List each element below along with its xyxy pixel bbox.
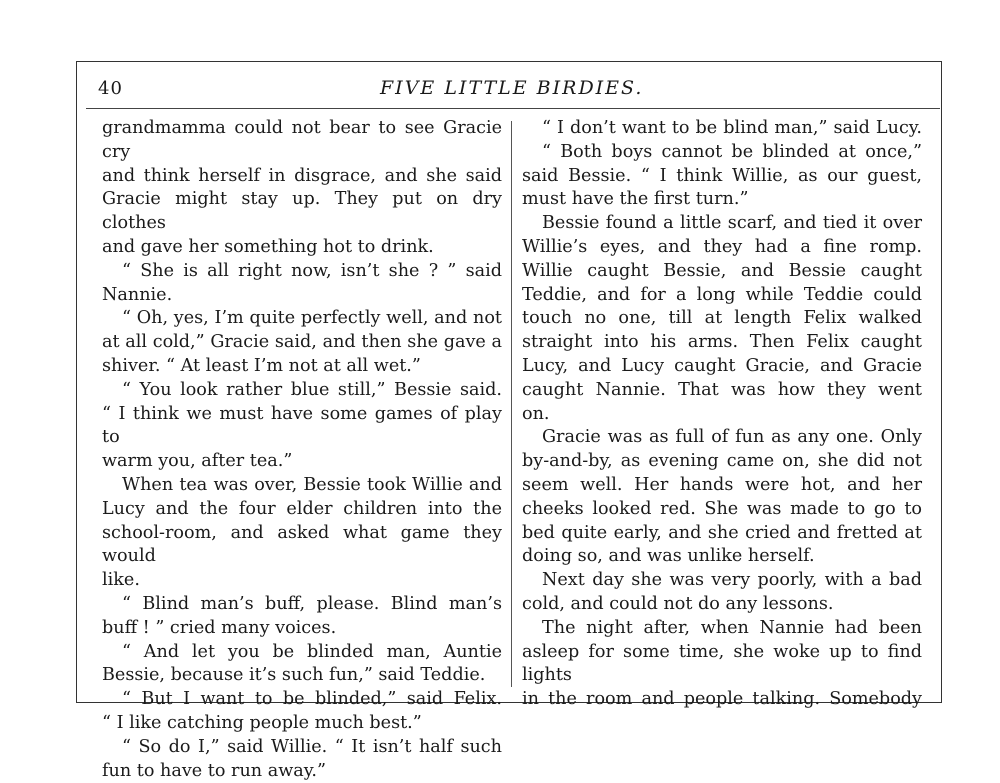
- text-line: Lucy, and Lucy caught Gracie, and Gracie: [522, 355, 922, 376]
- text-line: must have the first turn.”: [522, 189, 749, 210]
- text-line: cold, and could not do any lessons.: [522, 593, 834, 614]
- text-line: The night after, when Nannie had been: [542, 617, 922, 638]
- text-line: shiver. “ At least I’m not at all wet.”: [102, 355, 421, 376]
- text-line: bed quite early, and she cried and fretted at: [522, 522, 922, 543]
- text-line: “ I like catching people much best.”: [102, 712, 422, 733]
- text-line: at all cold,” Gracie said, and then she gave a: [102, 332, 502, 353]
- text-line: like.: [102, 570, 140, 591]
- text-line: buff ! ” cried many voices.: [102, 617, 337, 638]
- text-line: “ Oh, yes, I’m quite perfectly well, and not: [122, 308, 502, 329]
- text-line: “ Blind man’s buff, please. Blind man’s: [122, 593, 502, 614]
- text-line: on.: [522, 403, 550, 424]
- running-title: FIVE LITTLE BIRDIES.: [380, 77, 644, 99]
- text-line: school-room, and asked what game they would: [102, 522, 502, 567]
- text-line: Willie caught Bessie, and Bessie caught: [522, 260, 922, 281]
- text-line: seem well. Her hands were hot, and her: [522, 474, 922, 495]
- text-line: grandmamma could not bear to see Gracie cry: [102, 118, 502, 162]
- text-line: Bessie found a little scarf, and tied it over: [542, 213, 922, 234]
- text-line: When tea was over, Bessie took Willie and: [122, 474, 502, 495]
- text-line: “ But I want to be blinded,” said Felix.: [122, 689, 502, 710]
- page-number: 40: [98, 78, 123, 99]
- text-line: said Bessie. “ I think Willie, as our guest,: [522, 165, 922, 186]
- text-line: caught Nannie. That was how they went: [522, 379, 922, 400]
- text-line: Gracie might stay up. They put on dry clothes: [102, 189, 502, 234]
- text-line: “ She is all right now, isn’t she ? ” said: [122, 260, 502, 281]
- text-line: “ And let you be blinded man, Auntie: [122, 641, 502, 662]
- text-line: warm you, after tea.”: [102, 451, 293, 472]
- column-divider: [511, 121, 512, 687]
- text-line: Gracie was as full of fun as any one. Only: [542, 427, 922, 448]
- text-line: “ I don’t want to be blind man,” said Lucy.: [542, 118, 922, 138]
- right-column: [522, 117, 922, 712]
- text-line: asleep for some time, she woke up to find lights: [522, 641, 922, 686]
- text-line: “ So do I,” said Willie. “ It isn’t half such: [122, 736, 502, 757]
- text-line: Lucy and the four elder children into the: [102, 498, 502, 519]
- text-line: Bessie, because it’s such fun,” said Teddie.: [102, 665, 486, 686]
- text-line: Next day she was very poorly, with a bad: [542, 570, 922, 591]
- text-line: in the room and people talking. Somebody: [522, 689, 922, 710]
- text-line: Willie’s eyes, and they had a fine romp.: [522, 236, 922, 257]
- text-line: “ Both boys cannot be blinded at once,”: [542, 141, 922, 162]
- text-line: doing so, and was unlike herself.: [522, 546, 815, 567]
- text-line: straight into his arms. Then Felix caught: [522, 332, 922, 353]
- text-line: and think herself in disgrace, and she said: [102, 165, 502, 186]
- text-line: Nannie.: [102, 284, 173, 305]
- text-line: “ You look rather blue still,” Bessie said.: [122, 379, 502, 400]
- text-line: “ I think we must have some games of play to: [102, 403, 502, 448]
- text-line: and gave her something hot to drink.: [102, 236, 434, 257]
- text-line: by-and-by, as evening came on, she did not: [522, 451, 922, 472]
- text-line: fun to have to run away.”: [102, 760, 326, 781]
- text-line: cheeks looked red. She was made to go to: [522, 498, 922, 519]
- text-line: Teddie, and for a long while Teddie could: [522, 284, 922, 305]
- text-line: touch no one, till at length Felix walked: [522, 308, 922, 329]
- header-rule: [86, 108, 940, 109]
- left-column: [102, 117, 502, 783]
